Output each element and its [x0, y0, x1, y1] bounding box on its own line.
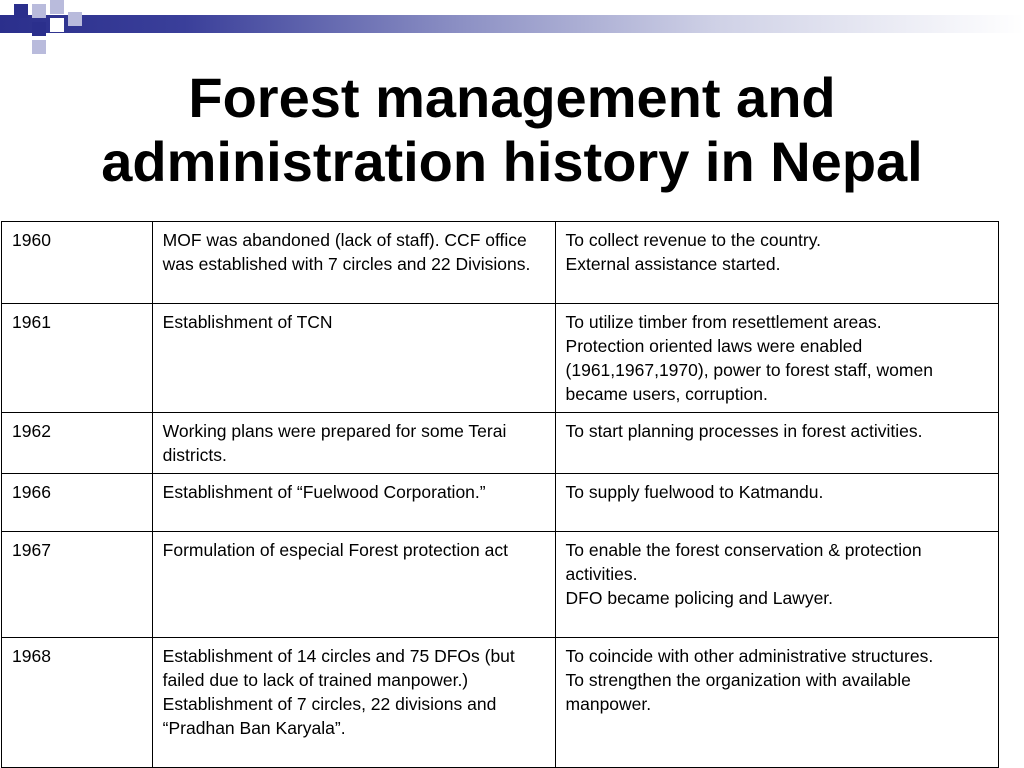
event-cell: [152, 413, 555, 474]
year-text: 1968: [12, 646, 51, 666]
year-text: 1961: [12, 312, 51, 332]
purpose-text: To supply fuelwood to Katmandu.: [565, 482, 824, 502]
event-text: Establishment of 14 circles and 75 DFOs (but failed due to lack of trained manpower.): [162, 646, 515, 690]
purpose-text: External assistance started.: [565, 254, 781, 274]
year-cell: [2, 532, 153, 638]
decorative-square: [68, 12, 82, 26]
purpose-cell: [555, 413, 998, 474]
event-text: Establishment of TCN: [162, 312, 333, 332]
slide-title: [0, 66, 1024, 194]
year-cell: [2, 222, 153, 304]
event-text: Establishment of 7 circles, 22 divisions and “Pradhan Ban Karyala”.: [162, 694, 497, 738]
purpose-text: Protection oriented laws were enabled (1961,1967,1970), power to forest staff, women became users, corruption.: [565, 336, 933, 404]
title-line-1: Forest management and: [188, 66, 836, 129]
purpose-text: To coincide with other administrative structures.: [565, 646, 934, 666]
year-cell: [2, 304, 153, 413]
year-cell: [2, 413, 153, 474]
purpose-cell: [555, 304, 998, 413]
event-text: Working plans were prepared for some Terai districts.: [162, 421, 507, 465]
event-cell: [152, 638, 555, 768]
event-cell: [152, 222, 555, 304]
decorative-square: [50, 0, 64, 14]
event-cell: [152, 304, 555, 413]
purpose-cell: [555, 474, 998, 532]
table-row: [2, 474, 999, 532]
history-table: [1, 221, 999, 768]
decorative-square: [32, 40, 46, 54]
purpose-cell: [555, 638, 998, 768]
decorative-square: [50, 18, 64, 32]
table-row: [2, 304, 999, 413]
purpose-text: To enable the forest conservation & protection activities.: [565, 540, 922, 584]
year-cell: [2, 474, 153, 532]
event-cell: [152, 532, 555, 638]
event-text: Establishment of “Fuelwood Corporation.”: [162, 482, 486, 502]
table-row: [2, 222, 999, 304]
table-row: [2, 638, 999, 768]
year-text: 1966: [12, 482, 51, 502]
year-text: 1962: [12, 421, 51, 441]
event-text: Formulation of especial Forest protection act: [162, 540, 508, 560]
purpose-cell: [555, 532, 998, 638]
decorative-square: [14, 4, 28, 18]
purpose-cell: [555, 222, 998, 304]
year-text: 1967: [12, 540, 51, 560]
header-gradient-band: [0, 15, 1024, 33]
history-table-body: [2, 222, 999, 768]
year-cell: [2, 638, 153, 768]
purpose-text: To strengthen the organization with available manpower.: [565, 670, 911, 714]
table-row: [2, 532, 999, 638]
decorative-square: [32, 4, 46, 18]
decorative-square: [32, 22, 46, 36]
table-row: [2, 413, 999, 474]
event-text: MOF was abandoned (lack of staff). CCF office was established with 7 circles and 22 Divisions.: [162, 230, 531, 274]
title-line-2: administration history in Nepal: [101, 130, 923, 193]
purpose-text: To start planning processes in forest activities.: [565, 421, 923, 441]
purpose-text: To utilize timber from resettlement areas.: [565, 312, 882, 332]
year-text: 1960: [12, 230, 51, 250]
purpose-text: DFO became policing and Lawyer.: [565, 588, 834, 608]
event-cell: [152, 474, 555, 532]
purpose-text: To collect revenue to the country.: [565, 230, 822, 250]
